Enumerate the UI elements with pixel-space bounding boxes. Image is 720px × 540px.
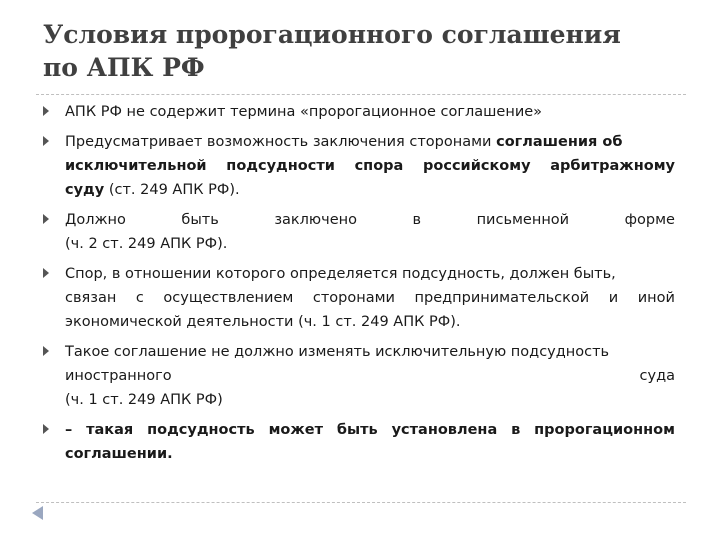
text-run: соглашении. xyxy=(65,446,173,462)
list-item-line xyxy=(65,130,675,154)
text-run: спора xyxy=(354,158,404,174)
text-run: соглашения об xyxy=(496,134,623,150)
text-run: арбитражному xyxy=(550,158,675,174)
text-run: и xyxy=(608,290,619,306)
list-item-line xyxy=(65,232,675,256)
text-run: Должно xyxy=(65,212,126,228)
text-run: АПК РФ не содержит термина «пророгационное соглашение» xyxy=(65,104,543,120)
prev-slide-arrow-icon[interactable] xyxy=(32,506,43,520)
text-run: российскому xyxy=(423,158,531,174)
list-item-line xyxy=(65,286,675,310)
text-run: быть xyxy=(336,422,378,438)
list-item-line xyxy=(65,208,675,232)
list-item xyxy=(43,418,675,466)
list-item xyxy=(43,340,675,412)
text-run: быть xyxy=(181,212,219,228)
list-item-line xyxy=(65,418,675,442)
list-item-line xyxy=(65,178,675,202)
text-run: связан xyxy=(65,290,117,306)
text-run: сторонами xyxy=(312,290,395,306)
text-run: с xyxy=(135,290,144,306)
text-run: подсудность xyxy=(147,422,255,438)
list-item-line xyxy=(65,100,675,124)
triangle-right-icon xyxy=(43,346,49,356)
text-run: форме xyxy=(624,212,675,228)
bullet-list xyxy=(43,100,675,472)
text-run: Спор, в отношении которого определяется подсудность, должен быть, xyxy=(65,266,616,282)
list-item xyxy=(43,130,675,202)
text-run: – xyxy=(65,422,73,438)
text-run: Такое соглашение не должно изменять исключительную подсудность xyxy=(65,344,610,360)
text-run: экономической деятельности (ч. 1 ст. 249 АПК РФ). xyxy=(65,314,461,330)
triangle-right-icon xyxy=(43,106,49,116)
list-item-line xyxy=(65,340,675,364)
text-run: исключительной xyxy=(65,158,207,174)
text-run: подсудности xyxy=(226,158,335,174)
text-run: в xyxy=(511,422,521,438)
text-run: пророгационном xyxy=(534,422,675,438)
text-run: иностранного xyxy=(65,368,172,384)
triangle-right-icon xyxy=(43,424,49,434)
text-run: Предусматривает возможность заключения сторонами xyxy=(65,134,497,150)
slide-title-line-2: по АПК РФ xyxy=(43,53,205,82)
list-item xyxy=(43,100,675,124)
list-item-line xyxy=(65,310,675,334)
triangle-right-icon xyxy=(43,268,49,278)
text-run: может xyxy=(268,422,324,438)
list-item-line xyxy=(65,364,675,388)
slide-title xyxy=(43,18,683,84)
text-run: установлена xyxy=(391,422,498,438)
triangle-right-icon xyxy=(43,136,49,146)
text-run: предпринимательской xyxy=(414,290,590,306)
text-run: суда xyxy=(639,368,675,384)
text-run: такая xyxy=(86,422,134,438)
list-item-line xyxy=(65,388,675,412)
list-item-line xyxy=(65,262,675,286)
list-item xyxy=(43,262,675,334)
list-item-line xyxy=(65,442,675,466)
text-run: суду xyxy=(65,182,105,198)
bottom-divider xyxy=(36,502,686,503)
list-item-line xyxy=(65,154,675,178)
text-run: осуществлением xyxy=(163,290,294,306)
triangle-right-icon xyxy=(43,214,49,224)
list-item xyxy=(43,208,675,256)
text-run: письменной xyxy=(476,212,570,228)
text-run: в xyxy=(412,212,422,228)
text-run: (ст. 249 АПК РФ). xyxy=(104,182,240,198)
text-run: иной xyxy=(637,290,675,306)
top-divider xyxy=(36,94,686,95)
slide-title-line-1: Условия пророгационного соглашения xyxy=(43,20,621,49)
text-run: (ч. 2 ст. 249 АПК РФ). xyxy=(65,236,228,252)
text-run: (ч. 1 ст. 249 АПК РФ) xyxy=(65,392,223,408)
text-run: заключено xyxy=(274,212,357,228)
